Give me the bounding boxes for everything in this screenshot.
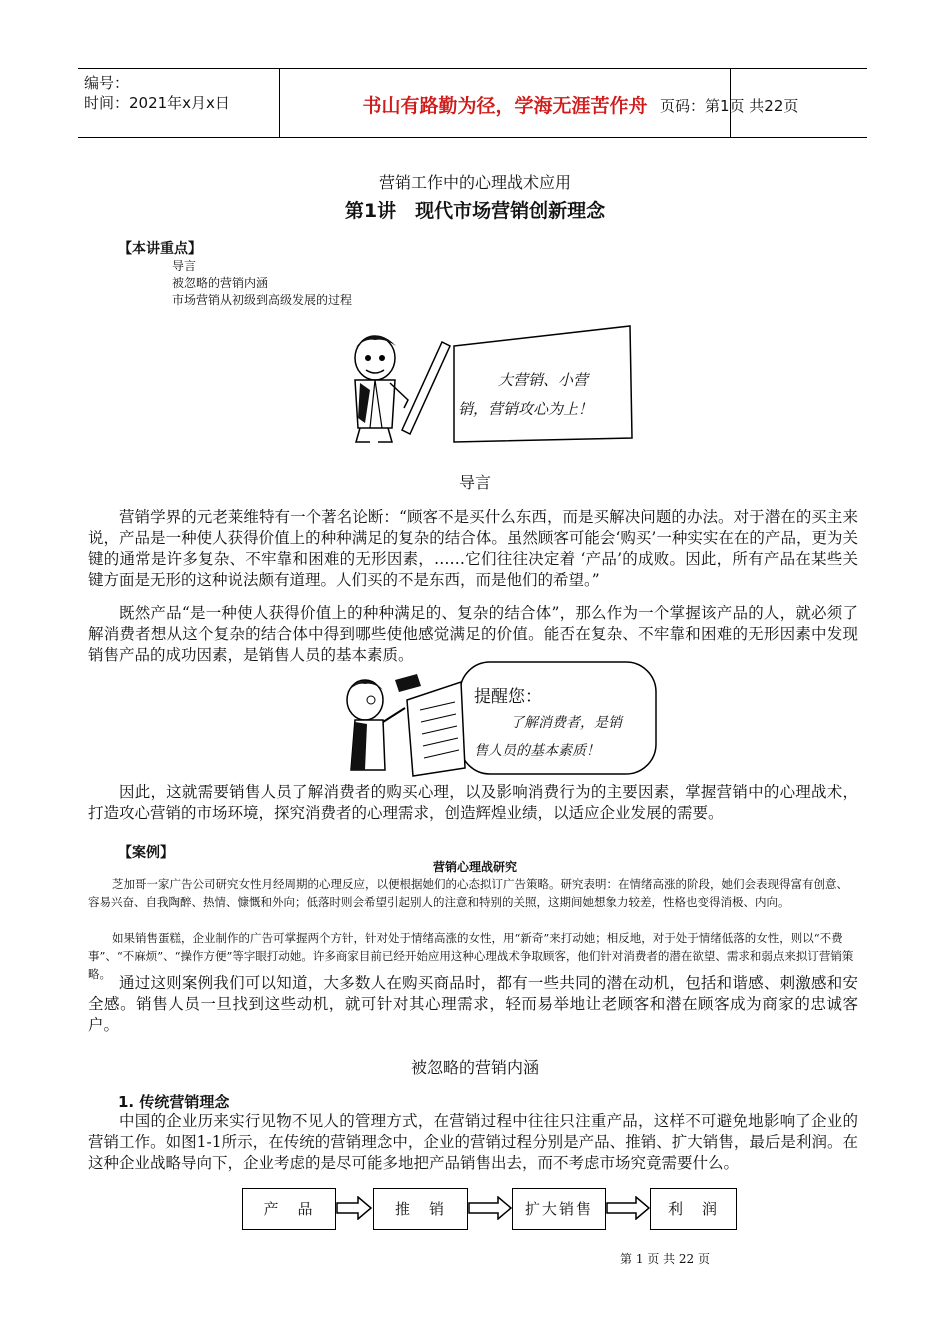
case-label: 【案例】 xyxy=(118,845,174,861)
page-info: 页码：第1页 共22页 xyxy=(660,97,799,115)
section-2-heading: 被忽略的营销内涵 xyxy=(410,1058,539,1077)
key-point-2: 被忽略的营销内涵 xyxy=(172,276,269,290)
case-title: 营销心理战研究 xyxy=(432,860,517,874)
paragraph-1: 营销学界的元老莱维特有一个著名论断：“顾客不是买什么东西，而是买解决问题的办法。对于潜在的买主来说，产品是一种使人获得价值上的种种满足的复杂的结合体。虽然顾客可能会‘购买’一种实实在在的产品，更为关键的通常是许多复杂、不牢靠和困难的无形因素，……它们往往决定着 ‘产品’的成败。因此，所有产品在某些关键方面是无形的这种说法颇有道理。人们买的不是东西，而是他们的希望。” xyxy=(88,508,858,589)
flow-step-profit: 利 润 xyxy=(650,1188,737,1230)
reminder-title: 提醒您： xyxy=(474,687,542,707)
header-table xyxy=(78,68,867,138)
motto: 书山有路勤为径，学海无涯苦作舟 xyxy=(362,95,648,117)
header-left-cell xyxy=(78,69,280,137)
arrow-right-icon xyxy=(336,1196,372,1220)
paragraph-5: 中国的企业历来实行见物不见人的管理方式，在营销过程中往往只注重产品，这样不可避免地影响了企业的营销工作。如图1-1所示，在传统的营销理念中，企业的营销过程分别是产品、推销、扩大销售，最后是利润。在这种企业战略导向下，企业考虑的是尽可能多地把产品销售出去，而不考虑市场究竟需要什么。 xyxy=(88,1112,858,1172)
key-point-3: 市场营销从初级到高级发展的过程 xyxy=(172,293,353,307)
banner-text-2: 销，营销攻心为上！ xyxy=(458,400,594,418)
case-paragraph-2: 如果销售蛋糕，企业制作的广告可掌握两个方针，针对处于情绪高涨的女性，用“新奇”来打动她；相反地，对于处于情绪低落的女性，则以“不费事”、“不麻烦”、“操作方便”等字眼打动她。许多商家目前已经开始应用这种心理战术争取顾客，他们针对消费者的潜在欲望、需求和弱点来拟订营销策略。 xyxy=(88,931,854,981)
paragraph-4: 通过这则案例我们可以知道，大多数人在购买商品时，都有一些共同的潜在动机，包括和谐感、刺激感和安全感。销售人员一旦找到这些动机，就可针对其心理需求，轻而易举地让老顾客和潜在顾客成为商家的忠诚客户。 xyxy=(88,974,858,1034)
paragraph-2: 既然产品“是一种使人获得价值上的种种满足的、复杂的结合体”，那么作为一个掌握该产品的人，就必须了解消费者想从这个复杂的结合体中得到哪些使他感觉满足的价值。能否在复杂、不牢靠和困难的无形因素中发现销售产品的成功因素，是销售人员的基本素质。 xyxy=(88,604,858,664)
subheading-1: 1. 传统营销理念 xyxy=(118,1093,230,1111)
page-footer: 第 1 页 共 22 页 xyxy=(620,1252,710,1266)
case-paragraph-1: 芝加哥一家广告公司研究女性月经周期的心理反应，以便根据她们的心态拟订广告策略。研究表明：在情绪高涨的阶段，她们会表现得富有创意、容易兴奋、自我陶醉、热情、慷慨和外向；低落时则会希望引起别人的注意和特别的关照，这期间她想象力较差，性格也变得消极、内向。 xyxy=(88,877,848,909)
number-label: 编号： xyxy=(84,74,130,92)
time-label: 时间：2021年x月x日 xyxy=(84,94,230,112)
lecture-title: 第1讲 现代市场营销创新理念 xyxy=(344,200,606,222)
paragraph-3: 因此，这就需要销售人员了解消费者的购买心理，以及影响消费行为的主要因素，掌握营销中的心理战术，打造攻心营销的市场环境，探究消费者的心理需求，创造辉煌业绩，以适应企业发展的需要。 xyxy=(88,783,858,822)
banner-text-1: 大营销、小营 xyxy=(498,371,589,389)
arrow-right-icon xyxy=(468,1196,512,1220)
key-points-label: 【本讲重点】 xyxy=(118,241,202,257)
series-title: 营销工作中的心理战术应用 xyxy=(378,173,571,192)
key-point-1: 导言 xyxy=(172,259,197,273)
flow-step-selling: 推 销 xyxy=(373,1188,468,1230)
arrow-right-icon xyxy=(606,1196,650,1220)
flow-step-expand-sales: 扩大销售 xyxy=(512,1188,606,1230)
section-intro-heading: 导言 xyxy=(458,473,491,492)
cartoon-presenter-illustration xyxy=(330,318,640,448)
reminder-line-1: 了解消费者，是销 xyxy=(510,715,622,731)
reminder-line-2: 售人员的基本素质！ xyxy=(474,743,600,759)
flow-step-product: 产 品 xyxy=(242,1188,336,1230)
